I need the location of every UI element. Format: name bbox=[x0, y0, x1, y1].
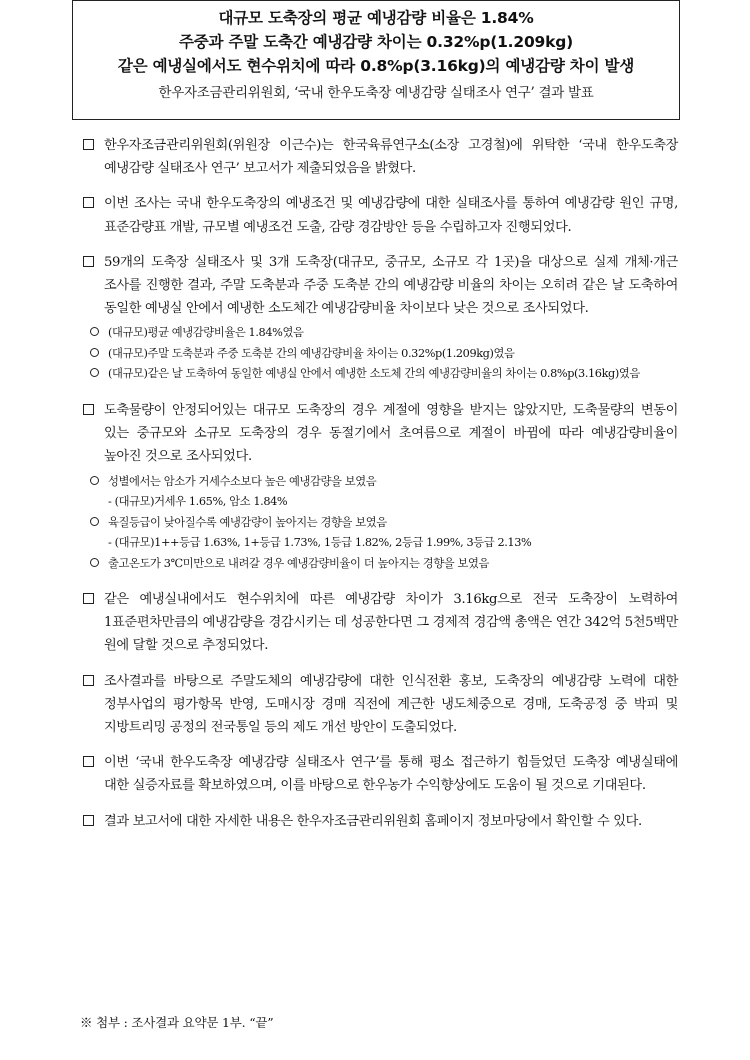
square-bullet-icon bbox=[83, 756, 94, 767]
sub-item-detail: - (대규모)1++등급 1.63%, 1+등급 1.73%, 1등급 1.82%, 2등급 1.99%, 3등급 2.13% bbox=[108, 536, 532, 550]
circle-bullet-icon bbox=[90, 476, 99, 485]
sub-item-text: (대규모)주말 도축분과 주중 도축분 간의 예냉감량비율 차이는 0.32%p(1.209kg)였음 bbox=[108, 346, 515, 360]
paragraph-text: 결과 보고서에 대한 자세한 내용은 한우자조금관리위원회 홈페이지 정보마당에서 확인할 수 있다. bbox=[104, 813, 642, 829]
paragraph-text: 이번 조사는 국내 한우도축장의 예냉조건 및 예냉감량에 대한 실태조사를 통하여 예냉감량 원인 규명, 표준감량표 개발, 규모별 예냉조건 도출, 감량 경감방안 등을 수립하고자 진행되었다. bbox=[104, 196, 678, 235]
press-release-body bbox=[82, 134, 678, 845]
paragraph-2 bbox=[82, 192, 678, 238]
attachment-note: ※ 첨부 : 조사결과 요약문 1부. “끝” bbox=[80, 1015, 274, 1030]
paragraph-text: 도축물량이 안정되어있는 대규모 도축장의 경우 계절에 영향을 받지는 않았지만, 도축물량의 변동이 있는 중규모와 소규모 도축장의 경우 동절기에서 초여름으로 계절이 바뀜에 따라 예냉감량비율이 높아진 것으로 조사되었다. bbox=[104, 402, 678, 465]
headline-line-2: 주중과 주말 도축간 예냉감량 차이는 0.32%p(1.209kg) bbox=[178, 33, 574, 51]
paragraph-3 bbox=[82, 251, 678, 321]
circle-bullet-icon bbox=[90, 327, 99, 336]
paragraph-text: 조사결과를 바탕으로 주말도체의 예냉감량에 대한 인식전환 홍보, 도축장의 예냉감량 노력에 대한 정부사업의 평가항목 반영, 도매시장 경매 직전에 계근한 냉도체중으로 경매, 도축공정 중 박피 및 지방트리밍 공정의 전국통일 등의 제도 개선 방안이 도출되었다. bbox=[104, 673, 678, 736]
circle-bullet-icon bbox=[90, 558, 99, 567]
circle-bullet-icon bbox=[90, 368, 99, 377]
paragraph-text: 한우자조금관리위원회(위원장 이근수)는 한국육류연구소(소장 고경철)에 위탁한 ‘국내 한우도축장 예냉감량 실태조사 연구’ 보고서가 제출되었음을 밝혔다. bbox=[104, 138, 678, 177]
paragraph-text: 59개의 도축장 실태조사 및 3개 도축장(대규모, 중규모, 소규모 각 1곳)을 대상으로 실제 개체·개근 조사를 진행한 결과, 주말 도축분과 주중 도축분 간의 예냉감량 비율의 차이는 오히려 같은 날 도축하여 동일한 예냉실 안에서 예냉한 소도체간 예냉감량비율 차이보다 낮은 것으로 조사되었다. bbox=[104, 254, 678, 317]
square-bullet-icon bbox=[83, 675, 94, 686]
sub-item-detail: - (대규모)거세우 1.65%, 암소 1.84% bbox=[108, 495, 288, 509]
paragraph-5 bbox=[82, 588, 678, 658]
paragraph-text: 이번 ‘국내 한우도축장 예냉감량 실태조사 연구’를 통해 평소 접근하기 힘들었던 도축장 예냉실태에 대한 실증자료를 확보하였으며, 이를 바탕으로 한우농가 수익향상에도 도움이 될 것으로 기대된다. bbox=[104, 755, 678, 794]
paragraph-6 bbox=[82, 670, 678, 740]
sub-item bbox=[82, 513, 678, 534]
paragraph-4-subitems bbox=[82, 472, 678, 575]
headline-box bbox=[72, 0, 680, 120]
circle-bullet-icon bbox=[90, 517, 99, 526]
sub-item bbox=[82, 344, 678, 365]
paragraph-7 bbox=[82, 751, 678, 797]
sub-item bbox=[82, 472, 678, 493]
sub-item-text: (대규모)평균 예냉감량비율은 1.84%였음 bbox=[108, 326, 304, 340]
headline-line-1: 대규모 도축장의 평균 예냉감량 비율은 1.84% bbox=[218, 9, 534, 27]
paragraph-3-subitems bbox=[82, 323, 678, 385]
square-bullet-icon bbox=[83, 197, 94, 208]
square-bullet-icon bbox=[83, 815, 94, 826]
paragraph-8 bbox=[82, 810, 678, 833]
sub-item bbox=[82, 364, 678, 385]
circle-bullet-icon bbox=[90, 348, 99, 357]
sub-item-text: 육질등급이 낮아질수록 예냉감량이 높아지는 경향을 보였음 bbox=[108, 515, 387, 529]
sub-item-text: 성별에서는 암소가 거세수소보다 높은 예냉감량을 보였음 bbox=[108, 474, 377, 488]
headline-line-3: 같은 예냉실에서도 현수위치에 따라 0.8%p(3.16kg)의 예냉감량 차이 발생 bbox=[117, 57, 635, 75]
square-bullet-icon bbox=[83, 593, 94, 604]
sub-item-text: 출고온도가 3℃미만으로 내려갈 경우 예냉감량비율이 더 높아지는 경향을 보였음 bbox=[108, 556, 489, 570]
square-bullet-icon bbox=[83, 256, 94, 267]
sub-item-text: (대규모)같은 날 도축하여 동일한 예냉실 안에서 예냉한 소도체 간의 예냉감량비율의 차이는 0.8%p(3.16kg)였음 bbox=[108, 367, 640, 381]
square-bullet-icon bbox=[83, 139, 94, 150]
paragraph-1 bbox=[82, 134, 678, 180]
sub-item bbox=[82, 323, 678, 344]
square-bullet-icon bbox=[83, 404, 94, 415]
sub-item bbox=[82, 554, 678, 575]
paragraph-text: 같은 예냉실내에서도 현수위치에 따른 예냉감량 차이가 3.16kg으로 전국 도축장이 노력하여 1표준편차만큼의 예냉감량을 경감시키는 데 성공한다면 그 경제적 경감액 총액은 연간 342억 5천5백만 원에 달할 것으로 추정되었다. bbox=[104, 592, 678, 654]
paragraph-4 bbox=[82, 399, 678, 469]
headline-subtitle: 한우자조금관리위원회, ‘국내 한우도축장 예냉감량 실태조사 연구’ 결과 발표 bbox=[158, 85, 594, 101]
